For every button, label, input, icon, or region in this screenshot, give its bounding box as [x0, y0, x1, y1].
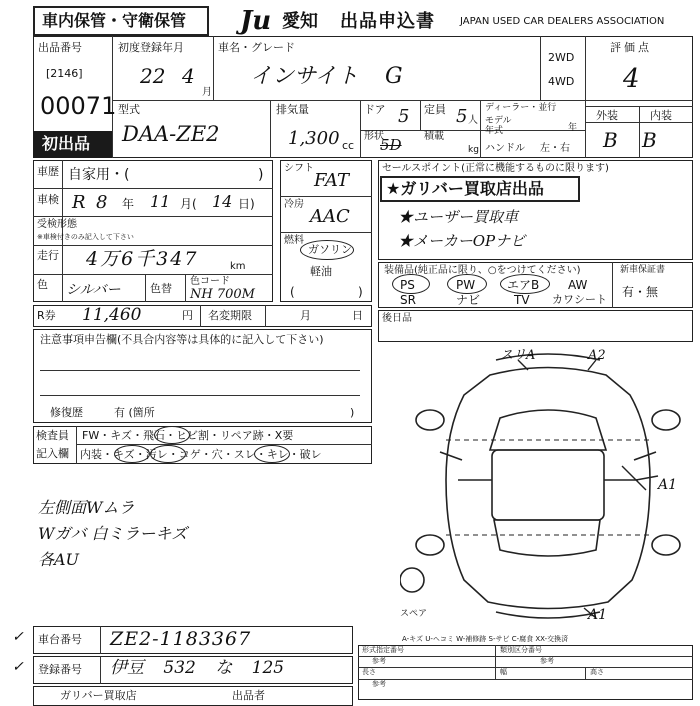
mileage-unit: km: [230, 261, 246, 272]
footer-text-2: 出品者: [232, 689, 265, 702]
form-title: 出品申込書: [340, 11, 435, 32]
handle-label: ハンドル: [485, 143, 525, 154]
repair-label: 修復歴: [50, 406, 83, 419]
inspection-year: 8: [96, 192, 108, 213]
color-code: NH 700M: [190, 287, 255, 302]
org-name: 愛知: [282, 11, 318, 32]
plate-value: 伊豆 532 な 125: [110, 658, 285, 678]
score-label: 評価点: [610, 41, 652, 54]
interior-grade: B: [642, 128, 657, 152]
spec-ref-1: 参考: [372, 657, 386, 665]
inspector-row-1: FW・キズ・飛石・ヒビ割・リペア跡・X要: [82, 429, 294, 442]
shape-value: 5D: [380, 136, 402, 154]
equip-navi: ナビ: [456, 293, 481, 307]
inspection-label: 車検: [37, 193, 59, 206]
mileage-value: 4万6千347: [86, 248, 199, 270]
selling-line-1: ★ユーザー買取車: [398, 208, 519, 226]
color-replace-label: 色替: [150, 282, 172, 295]
score-value: 4: [623, 64, 640, 94]
equip-airbag-circle: [500, 274, 550, 294]
equip-tv: TV: [514, 293, 530, 307]
registration-label: 初度登録年月: [118, 41, 184, 54]
hand-note-1: 左側面Wムラ: [38, 498, 135, 517]
check-mark-1: ✓: [12, 629, 24, 645]
spare-label: スペア: [400, 609, 428, 619]
equip-ps-circle: [392, 274, 430, 294]
inspection-year-unit: 年: [122, 197, 135, 211]
lot-number: 00071: [40, 92, 117, 120]
color-label: 色: [37, 278, 48, 291]
drive-2wd: 2WD: [548, 51, 575, 64]
spec-class-code: 類別区分番号: [500, 646, 542, 654]
fuel-gas: ガソリン: [308, 243, 352, 256]
shape-label: 形状: [364, 131, 384, 142]
damage-legend: A-キズ U-ヘコミ W-補修跡 S-サビ C-腐食 XX-交換済: [402, 635, 569, 643]
equip-aw: AW: [568, 278, 588, 292]
footer-text: ガリバー買取店: [60, 689, 137, 702]
spec-height: 高さ: [590, 668, 604, 676]
fuel-diesel: 軽油: [310, 265, 332, 278]
name-change-label: 名変期限: [208, 309, 252, 322]
spec-ref-3: 参考: [372, 680, 386, 688]
ju-logo: Ju: [240, 6, 272, 36]
receive-label: 受検形態: [37, 219, 77, 230]
warranty-label: 新車保証書: [620, 265, 666, 275]
fuel-label: 燃料: [284, 235, 304, 246]
warranty-options: 有・無: [622, 285, 659, 299]
equip-airbag: エアB: [507, 278, 540, 292]
hand-note-2: Wガバ 白ミラーキズ: [38, 524, 188, 543]
drive-4wd: 4WD: [548, 75, 575, 88]
inspection-era: R: [72, 192, 86, 213]
registration-month: 4: [182, 64, 195, 88]
selling-line-2: ★メーカーOPナビ: [398, 232, 526, 250]
displacement-unit: cc: [342, 139, 355, 152]
spec-ref-2: 参考: [540, 657, 554, 665]
model-label: モデル: [485, 116, 512, 126]
exterior-label: 外装: [596, 109, 618, 122]
shift-value: FAT: [314, 170, 349, 191]
lot-code: [2146]: [46, 67, 83, 80]
equip-ps: PS: [400, 278, 415, 292]
inspector-row-2: 内装・キズ・汚レ・コゲ・穴・スレ・キレ・破レ: [80, 448, 322, 461]
spec-model-code: 形式指定番号: [362, 646, 404, 654]
usage-close: ): [258, 167, 264, 183]
ac-value: AAC: [310, 206, 350, 227]
doors-label: ドア: [364, 103, 386, 116]
name-change-month: 月: [300, 309, 311, 322]
equipment-label: 装備品(純正品に限り、○をつけてください): [384, 265, 581, 276]
car-name-label: 車名・グレード: [218, 41, 295, 54]
usage-label: 車歴: [37, 165, 59, 178]
color-code-label: 色コード: [190, 276, 230, 287]
car-grade-value: G: [385, 64, 403, 89]
receive-note: ※車検付きのみ記入して下さい: [37, 233, 134, 241]
equip-seat: カワシート: [552, 293, 607, 306]
mileage-label: 走行: [37, 249, 59, 262]
first-listing-label: 初出品: [42, 134, 91, 153]
shift-label: シフト: [284, 163, 314, 174]
stain-circle: [150, 445, 186, 463]
repair-value: 有 (箇所: [114, 406, 155, 419]
inspection-month-unit: 月(: [180, 197, 197, 211]
load-unit: kg: [468, 145, 479, 155]
hand-note-3: 各AU: [38, 550, 80, 569]
r-ticket-label: R券: [37, 309, 56, 322]
load-label: 積載: [424, 131, 444, 142]
stone-chip-circle: [154, 426, 190, 444]
r-ticket-unit: 円: [182, 309, 193, 322]
chassis-label: 車台番号: [38, 633, 82, 646]
type-label: 型式: [118, 103, 140, 116]
capacity-unit: 人: [468, 115, 478, 126]
year-label: 年式: [485, 126, 504, 136]
fuel-other-close: ): [358, 285, 363, 299]
diagram-mark-bottom: A1: [588, 607, 608, 623]
r-ticket-value: 11,460: [82, 305, 142, 325]
inspector-label-2: 記入欄: [36, 447, 69, 460]
interior-label: 内装: [650, 109, 672, 122]
notes-label: 注意事項申告欄(不具合内容等は具体的に記入して下さい): [40, 333, 324, 346]
inspection-month: 11: [150, 192, 171, 211]
displacement-label: 排気量: [276, 103, 309, 116]
storage-label: 車内保管・守衛保管: [42, 11, 187, 30]
check-mark-2: ✓: [12, 659, 24, 675]
selling-points-label: セールスポイント(正常に機能するものに限ります): [382, 163, 609, 174]
name-change-day: 日: [352, 309, 363, 322]
spec-length: 長さ: [362, 668, 376, 676]
diagram-mark-top-left: スリA: [500, 348, 536, 363]
diagram-mark-right: A1: [658, 477, 678, 493]
equip-pw-circle: [447, 274, 487, 294]
back-items-label: 後日品: [382, 313, 412, 324]
capacity-label: 定員: [424, 103, 446, 116]
lot-label: 出品番号: [38, 41, 82, 54]
year-unit: 年: [568, 123, 578, 133]
handle-options: 左・右: [540, 143, 570, 154]
back-items-block: [378, 310, 693, 342]
scratch-circle: [114, 445, 150, 463]
fuel-other: (: [290, 285, 295, 299]
usage-value: 自家用・(: [68, 167, 130, 183]
inspection-day-unit: 日): [238, 197, 255, 211]
registration-year: 22: [140, 64, 166, 88]
registration-month-unit: 月: [202, 87, 212, 98]
gulliver-banner: ★ガリバー買取店出品: [386, 179, 544, 198]
inspection-day: 14: [212, 192, 233, 211]
repair-close: ): [350, 406, 355, 419]
color-value: シルバー: [66, 282, 121, 298]
equip-sr: SR: [400, 293, 416, 307]
car-damage-diagram: [400, 340, 695, 630]
exterior-grade: B: [603, 128, 618, 152]
doors-value: 5: [398, 106, 410, 127]
capacity-value: 5: [456, 106, 468, 127]
plate-label: 登録番号: [38, 663, 82, 676]
inspector-label-1: 検査員: [36, 429, 69, 442]
displacement-value: 1,300: [288, 128, 340, 149]
scuff-circle: [254, 445, 290, 463]
chassis-value: ZE2-1183367: [110, 628, 252, 650]
diagram-mark-top-right: A2: [588, 348, 606, 363]
type-value: DAA-ZE2: [122, 122, 220, 146]
ac-label: 冷房: [284, 199, 304, 210]
association-name: JAPAN USED CAR DEALERS ASSOCIATION: [460, 16, 665, 27]
equip-pw: PW: [456, 278, 476, 292]
dealer-label: ディーラー・並行: [485, 103, 557, 113]
car-name-value: インサイト: [250, 64, 359, 89]
spec-width: 幅: [500, 668, 507, 676]
